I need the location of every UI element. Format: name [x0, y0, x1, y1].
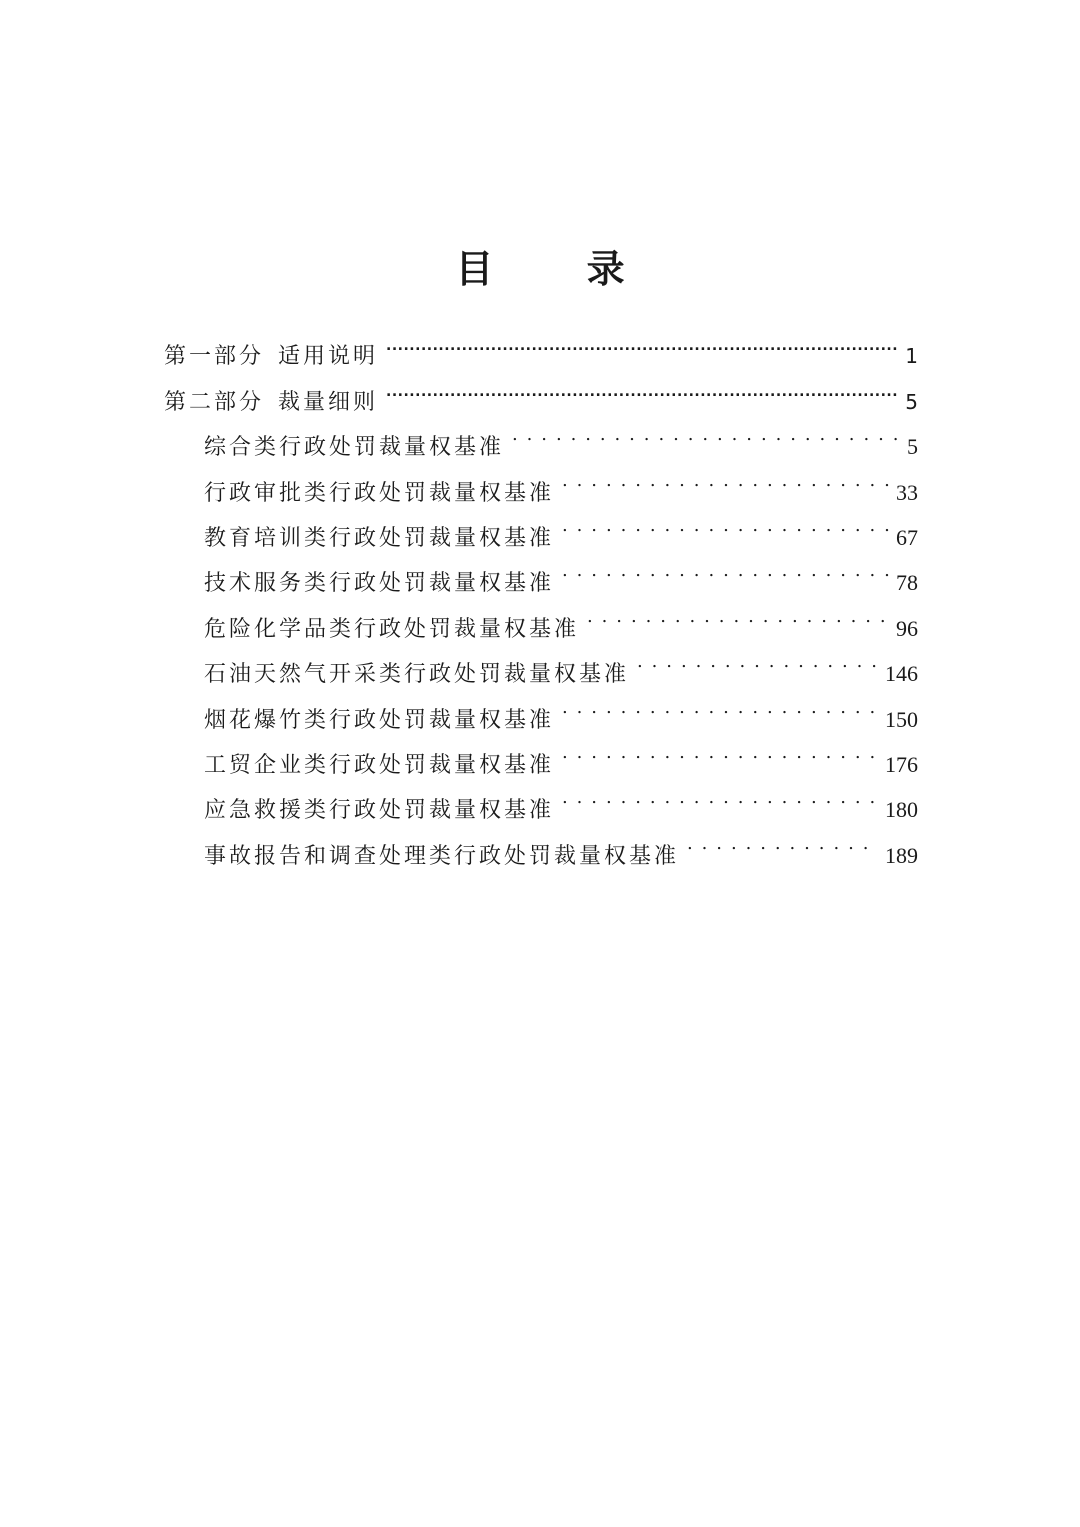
toc-page-number: 176	[885, 751, 918, 777]
toc-part-number: 第二部分	[164, 389, 265, 415]
toc-dot-leader	[562, 500, 890, 545]
toc-page-number: 96	[896, 615, 918, 641]
toc-page-number: 5	[905, 389, 918, 414]
toc-dot-leader	[512, 409, 901, 454]
toc-page-number: 146	[885, 661, 918, 687]
toc-entry-label: 烟花爆竹类行政处罚裁量权基准	[204, 707, 555, 733]
toc-part-number: 第一部分	[164, 344, 265, 370]
toc-entry-label: 技术服务类行政处罚裁量权基准	[204, 571, 555, 597]
toc-dot-leader	[386, 363, 899, 408]
toc-entry-label: 危险化学品类行政处罚裁量权基准	[204, 616, 580, 642]
toc-page-number: 1	[905, 344, 918, 369]
toc-dot-leader	[587, 590, 890, 635]
toc-page-number: 150	[885, 706, 918, 732]
toc-entry-label: 工贸企业类行政处罚裁量权基准	[204, 752, 555, 778]
toc-entry-label	[164, 380, 378, 425]
table-of-contents	[164, 318, 918, 869]
toc-part-title: 裁量细则	[278, 389, 379, 415]
toc-page-number: 189	[885, 842, 918, 868]
toc-dot-leader	[562, 772, 879, 817]
toc-part-title: 适用说明	[278, 344, 379, 370]
toc-entry-label	[164, 334, 378, 379]
toc-dot-leader	[562, 454, 890, 499]
toc-dot-leader	[687, 817, 879, 862]
toc-page-number: 33	[896, 479, 918, 505]
toc-title: 目 录	[455, 247, 665, 292]
toc-entry-label: 应急救援类行政处罚裁量权基准	[204, 798, 555, 824]
toc-dot-leader	[637, 636, 879, 681]
toc-dot-leader	[562, 727, 879, 772]
toc-entry-label: 事故报告和调查处理类行政处罚裁量权基准	[204, 843, 680, 869]
toc-page-number: 180	[885, 797, 918, 823]
toc-page-number: 78	[896, 570, 918, 596]
toc-dot-leader	[386, 318, 899, 363]
toc-dot-leader	[562, 681, 879, 726]
toc-entry-label: 综合类行政处罚裁量权基准	[204, 435, 505, 461]
toc-page-number: 5	[907, 434, 918, 460]
toc-entry-label: 石油天然气开采类行政处罚裁量权基准	[204, 662, 630, 688]
toc-entry-label: 行政审批类行政处罚裁量权基准	[204, 480, 555, 506]
toc-entry-label: 教育培训类行政处罚裁量权基准	[204, 525, 555, 551]
toc-entry-part-1[interactable]	[164, 318, 918, 370]
toc-dot-leader	[562, 545, 890, 590]
toc-page-number: 67	[896, 524, 918, 550]
